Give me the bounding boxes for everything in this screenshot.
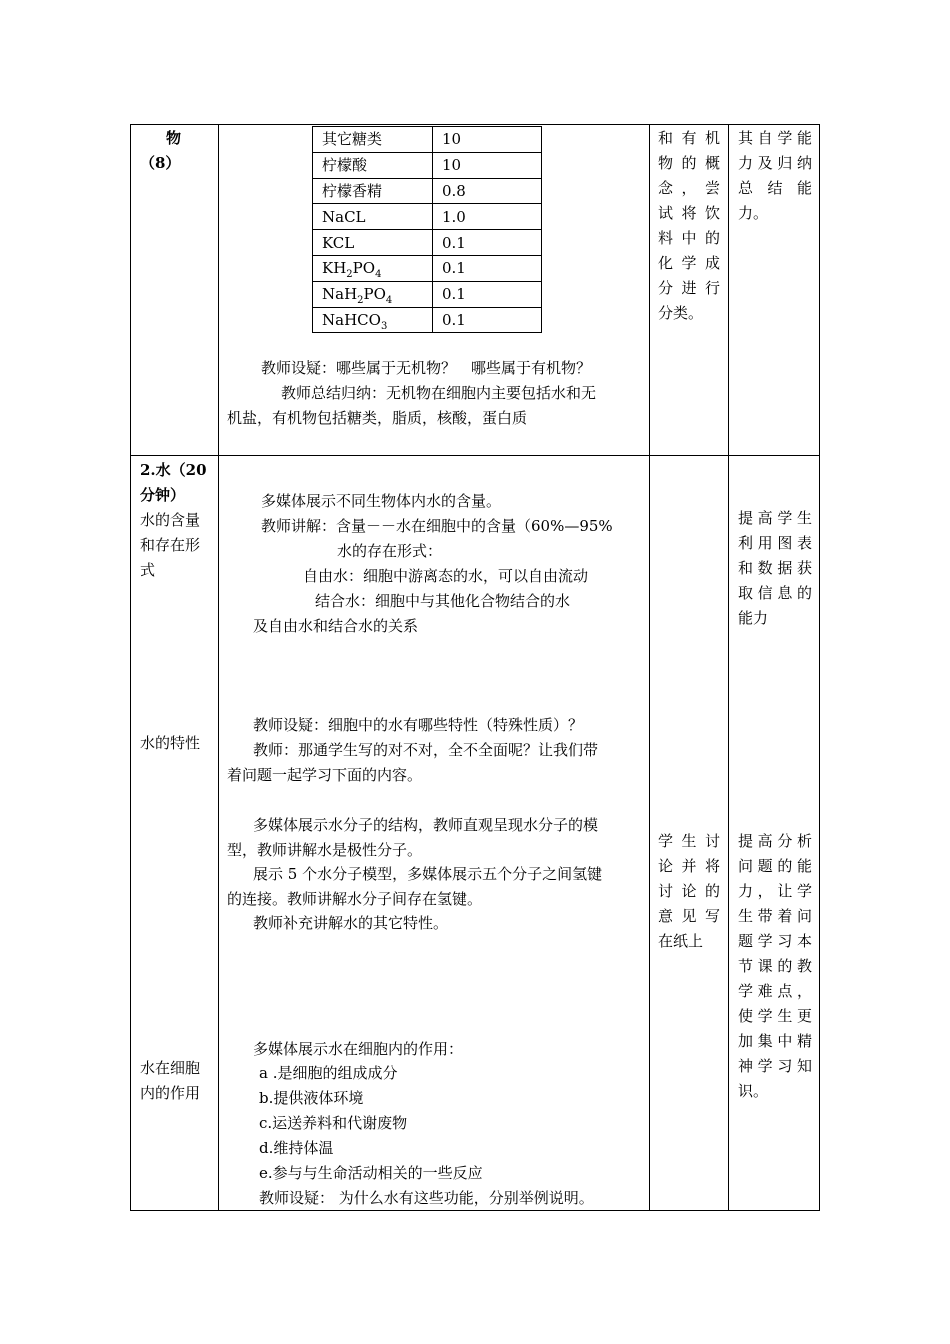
ingredient-value: 0.1 <box>433 281 542 307</box>
content-line: a .是细胞的组成成分 <box>259 1064 398 1082</box>
student-activity-line: 分 进 行 <box>658 279 720 297</box>
teacher-summary-line1: 教师总结归纳：无机物在细胞内主要包括水和无 <box>281 384 597 402</box>
ingredient-name: NaHCO$_3$ <box>313 307 433 333</box>
content-line: d.维持体温 <box>259 1139 334 1157</box>
design-purpose-line: 取信息的 <box>738 584 812 602</box>
table-row <box>313 307 542 333</box>
content-line: 展示 5 个水分子模型，多媒体展示五个分子之间氢键 <box>253 865 603 883</box>
content-line: 多媒体展示水在细胞内的作用： <box>253 1040 464 1058</box>
section2-heading: 2.水（20 <box>140 461 207 479</box>
table-divider-1 <box>218 124 219 1211</box>
section1-title: 物 <box>166 129 182 147</box>
table-row <box>313 152 542 178</box>
content-line: 型，教师讲解水是极性分子。 <box>227 841 423 859</box>
content-line: 教师补充讲解水的其它特性。 <box>253 914 449 932</box>
student-activity-line: 分类。 <box>658 304 704 322</box>
design-purpose-line: 使学生更 <box>738 1007 812 1025</box>
section1-duration: （8） <box>140 154 181 172</box>
design-purpose-line: 问题的能 <box>738 857 812 875</box>
design-purpose-line: 总 结 能 <box>738 179 812 197</box>
design-purpose-line: 力及归纳 <box>738 154 812 172</box>
ingredient-name: $KH_2PO_4$ <box>313 255 433 281</box>
design-purpose-line: 能力 <box>738 609 769 627</box>
subtopic-line: 内的作用 <box>140 1084 201 1102</box>
student-activity-line: 试 将 饮 <box>658 204 720 222</box>
section2-duration: 分钟） <box>140 486 186 504</box>
student-activity-line: 料 中 的 <box>658 229 720 247</box>
subtopic-line: 水在细胞 <box>140 1059 201 1077</box>
table-divider-3 <box>728 124 729 1211</box>
table-row <box>313 230 542 256</box>
table-row <box>313 281 542 307</box>
design-purpose-line: 利用图表 <box>738 534 812 552</box>
subtopic-line: 式 <box>140 561 156 579</box>
content-line: 多媒体展示不同生物体内水的含量。 <box>261 492 502 510</box>
design-purpose-line: 节课的教 <box>738 957 812 975</box>
design-purpose-line: 提高学生 <box>738 509 812 527</box>
table-border-left <box>130 124 131 1211</box>
design-purpose-line: 提高分析 <box>738 832 812 850</box>
teacher-question: 教师设疑：哪些属于无机物？ 哪些属于有机物？ <box>261 359 592 377</box>
design-purpose-line: 题学习本 <box>738 932 812 950</box>
content-line: 教师设疑：细胞中的水有哪些特性（特殊性质）？ <box>253 716 584 734</box>
design-purpose-line: 生带着问 <box>738 907 812 925</box>
ingredient-name: 其它糖类 <box>313 127 433 153</box>
content-line: b.提供液体环境 <box>259 1089 364 1107</box>
design-purpose-line: 力，让学 <box>738 882 812 900</box>
table-row <box>313 255 542 281</box>
content-line: 水的存在形式： <box>337 542 443 560</box>
student-activity-line: 和 有 机 <box>658 129 720 147</box>
subtopic-line: 水的含量 <box>140 511 201 529</box>
design-purpose-line: 识。 <box>738 1082 769 1100</box>
ingredient-table <box>312 126 542 333</box>
ingredient-value: 0.1 <box>433 255 542 281</box>
teacher-summary-line2: 机盐，有机物包括糖类，脂质，核酸，蛋白质 <box>227 409 528 427</box>
table-row-separator <box>130 455 820 456</box>
content-line: 及自由水和结合水的关系 <box>253 617 419 635</box>
content-line: 教师设疑： 为什么水有这些功能，分别举例说明。 <box>259 1189 594 1207</box>
student-activity-line: 化 学 成 <box>658 254 720 272</box>
ingredient-name: 柠檬香精 <box>313 178 433 204</box>
content-line: 教师：那通学生写的对不对，全不全面呢？让我们带 <box>253 741 599 759</box>
student-activity-line: 在纸上 <box>658 932 704 950</box>
ingredient-value: 1.0 <box>433 204 542 230</box>
table-border-right <box>819 124 820 1211</box>
content-line: 自由水：细胞中游离态的水，可以自由流动 <box>303 567 589 585</box>
content-line: 结合水：细胞中与其他化合物结合的水 <box>315 592 571 610</box>
student-activity-line: 意 见 写 <box>658 907 720 925</box>
ingredient-name: $NaH_2PO_4$ <box>313 281 433 307</box>
student-activity-line: 念 ， 尝 <box>658 179 720 197</box>
ingredient-value: 10 <box>433 152 542 178</box>
subtopic-line: 和存在形 <box>140 536 201 554</box>
content-line: 多媒体展示水分子的结构，教师直观呈现水分子的模 <box>253 816 599 834</box>
content-line: e.参与与生命活动相关的一些反应 <box>259 1164 483 1182</box>
table-row <box>313 127 542 153</box>
content-line: 的连接。教师讲解水分子间存在氢键。 <box>227 890 483 908</box>
ingredient-name: NaCL <box>313 204 433 230</box>
student-activity-line: 讨 论 的 <box>658 882 720 900</box>
table-row <box>313 204 542 230</box>
design-purpose-line: 加集中精 <box>738 1032 812 1050</box>
design-purpose-line: 学难点， <box>738 982 812 1000</box>
table-border-top <box>130 124 820 125</box>
design-purpose-line: 神学习知 <box>738 1057 812 1075</box>
design-purpose-line: 和数据获 <box>738 559 812 577</box>
student-activity-line: 学 生 讨 <box>658 832 720 850</box>
subtopic-water-properties: 水的特性 <box>140 734 201 752</box>
content-line: c.运送养料和代谢废物 <box>259 1114 408 1132</box>
ingredient-value: 0.8 <box>433 178 542 204</box>
ingredient-value: 0.1 <box>433 230 542 256</box>
student-activity-line: 论 并 将 <box>658 857 720 875</box>
ingredient-value: 10 <box>433 127 542 153</box>
ingredient-value: 0.1 <box>433 307 542 333</box>
content-line: 着问题一起学习下面的内容。 <box>227 766 423 784</box>
table-divider-2 <box>649 124 650 1211</box>
table-row <box>313 178 542 204</box>
student-activity-line: 物 的 概 <box>658 154 720 172</box>
content-line: 教师讲解：含量－－水在细胞中的含量（60%—95% <box>261 517 613 535</box>
ingredient-name: KCL <box>313 230 433 256</box>
design-purpose-line: 其自学能 <box>738 129 812 147</box>
ingredient-name: 柠檬酸 <box>313 152 433 178</box>
design-purpose-line: 力。 <box>738 204 769 222</box>
